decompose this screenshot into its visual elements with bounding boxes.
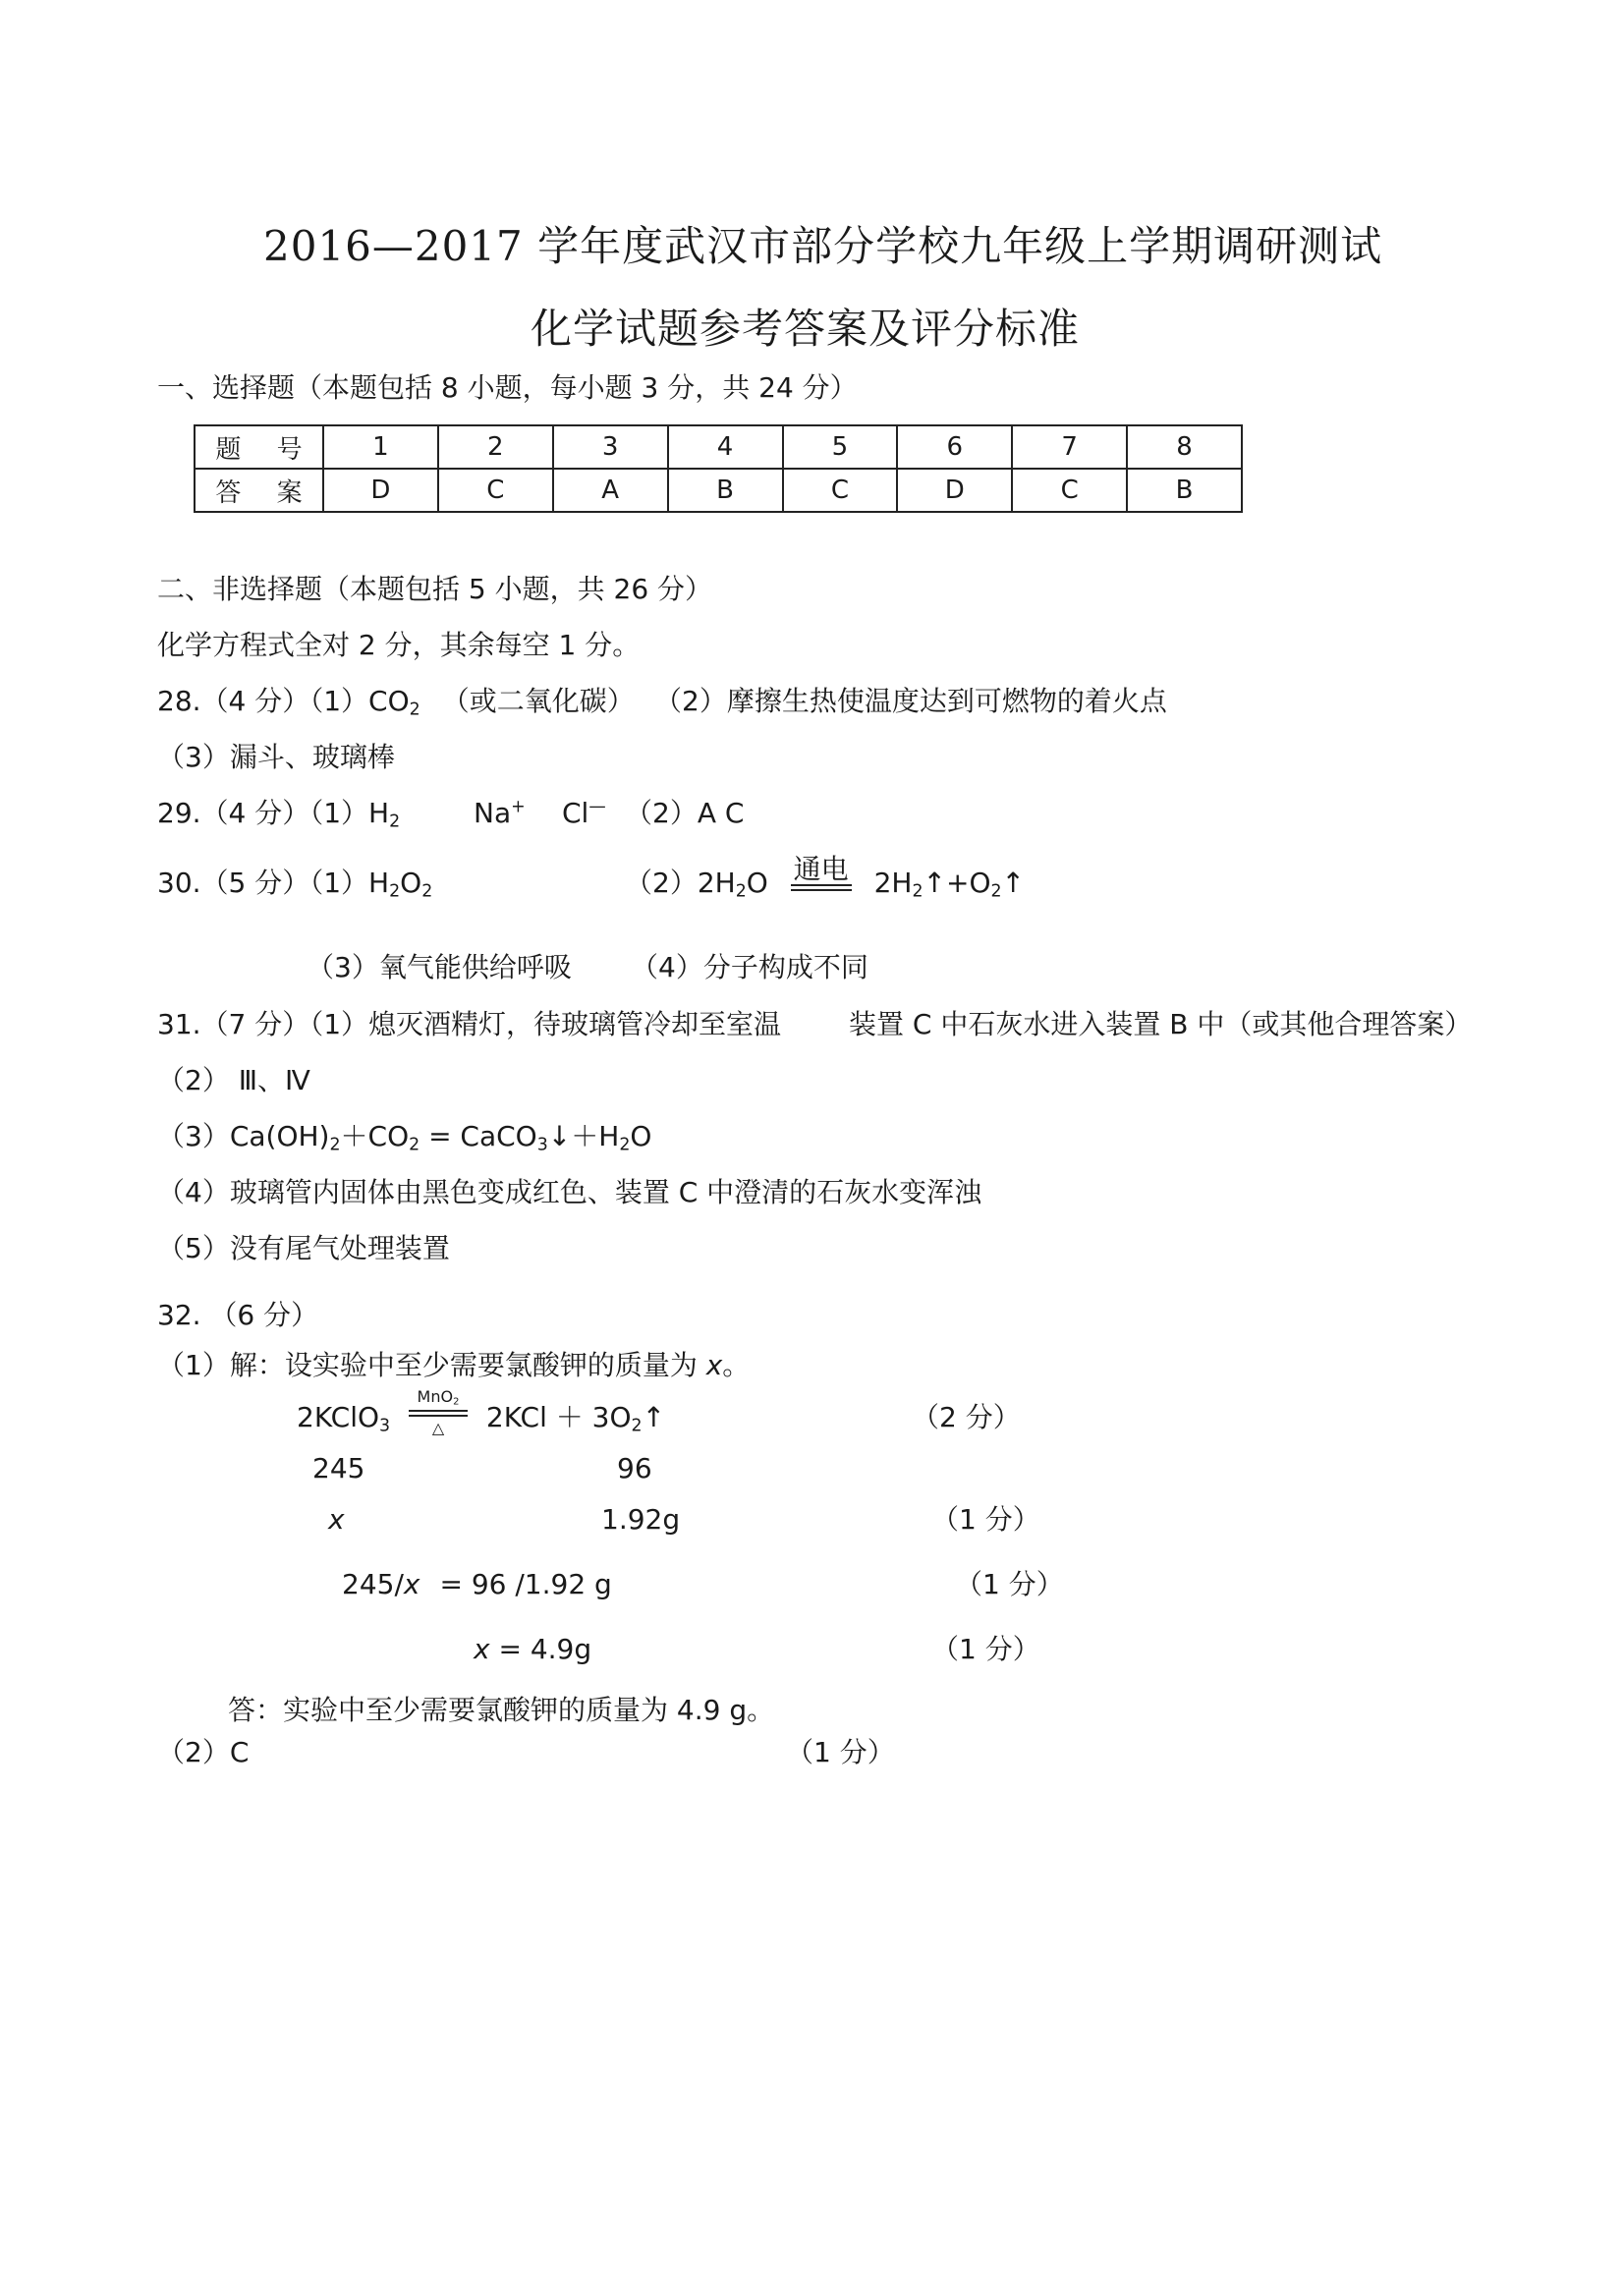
table-cell: 5 <box>783 425 898 469</box>
row-label-number: 题 号 <box>195 425 323 469</box>
heat-symbol: △ <box>431 1419 445 1437</box>
q32-part2: （2）C <box>157 1736 250 1768</box>
table-cell: A <box>553 469 668 512</box>
catalyst-condition: MnO$_2$ △ <box>409 1410 468 1417</box>
table-row-numbers <box>195 425 1242 469</box>
q30-equation: $(2)2H_2O$ 通电 $2H_2↑+O_2↑$ <box>625 853 1025 902</box>
table-cell: D <box>897 469 1012 512</box>
title-line-1: 2016—2017 学年度武汉市部分学校九年级上学期调研测试 <box>263 222 1383 270</box>
table-cell: B <box>668 469 783 512</box>
q29-part2: （2）A C <box>625 797 745 829</box>
table-row-answers <box>195 469 1242 512</box>
q32-score-equation: （2 分） <box>912 1401 1021 1433</box>
electrolysis-condition: 通电 <box>791 856 852 891</box>
q32-solve: （1）解：设实验中至少需要氯酸钾的质量为 x。 <box>157 1349 751 1381</box>
q31-part4: （4）玻璃管内固体由黑色变成红色、装置 C 中澄清的石灰水变浑浊 <box>157 1176 982 1208</box>
q28-part2: （2）摩擦生热使温度达到可燃物的着火点 <box>654 685 1167 717</box>
q32-molar-mass-kclo3: 245 <box>312 1452 365 1484</box>
q32-score-4: （1 分） <box>786 1736 895 1768</box>
answer-table <box>194 424 1243 513</box>
q29-part1: 29.（4 分）$(1)H_2$ <box>157 797 401 832</box>
table-cell: 2 <box>438 425 553 469</box>
q32-score-1: （1 分） <box>931 1503 1040 1536</box>
table-cell: 1 <box>323 425 438 469</box>
q31-part2: （2） Ⅲ、Ⅳ <box>157 1064 310 1096</box>
q32-unknown-x: x <box>328 1503 345 1536</box>
table-cell: C <box>783 469 898 512</box>
q31-part5: （5）没有尾气处理装置 <box>157 1232 450 1264</box>
q32-score-3: （1 分） <box>931 1633 1040 1665</box>
table-cell: D <box>323 469 438 512</box>
table-cell: 8 <box>1127 425 1242 469</box>
q32-molar-mass-o2: 96 <box>617 1452 652 1484</box>
equals-sign <box>409 1410 468 1417</box>
q28-part1: 28.（4 分）$(1)CO_2$ （或二氧化碳） <box>157 685 635 720</box>
table-cell: 4 <box>668 425 783 469</box>
table-cell: 6 <box>897 425 1012 469</box>
q28-part3: （3）漏斗、玻璃棒 <box>157 741 395 773</box>
q31-part3: $(3)Ca(OH)_2+CO_2$ = $CaCO_3↓+H_2O$ <box>157 1120 652 1155</box>
row-label-answer: 答 案 <box>195 469 323 512</box>
table-cell: 7 <box>1012 425 1127 469</box>
q32-result: x = 4.9g <box>474 1633 592 1665</box>
table-cell: C <box>438 469 553 512</box>
q31-part1: 31.（7 分）（1）熄灭酒精灯，待玻璃管冷却至室温 <box>157 1008 782 1040</box>
q31-part1b: 装置 C 中石灰水进入装置 B 中（或其他合理答案） <box>849 1008 1473 1040</box>
section2-heading: 二、非选择题（本题包括 5 小题，共 26 分） <box>157 573 713 605</box>
table-cell: B <box>1127 469 1242 512</box>
q29-sodium-ion: Na+ <box>474 797 526 829</box>
q32-equation: 2KClO$_3$ MnO$_2$ △ $2KCl + 3O_2↑$ <box>297 1387 666 1437</box>
q32-proportion: 245/x = 96 /1.92 g <box>342 1568 612 1600</box>
q32-score-2: （1 分） <box>955 1568 1064 1600</box>
q29-chloride-ion: Cl— <box>562 797 606 829</box>
section2-note: 化学方程式全对 2 分，其余每空 1 分。 <box>157 629 641 661</box>
section1-heading: 一、选择题（本题包括 8 小题，每小题 3 分，共 24 分） <box>157 371 858 404</box>
q32-oxygen-mass: 1.92g <box>601 1503 681 1536</box>
q32-heading: 32. （6 分） <box>157 1299 319 1331</box>
q30-part1: 30.（5 分）$(1)H_2O_2$ <box>157 867 433 902</box>
table-cell: C <box>1012 469 1127 512</box>
equals-sign <box>791 884 852 891</box>
table-cell: 3 <box>553 425 668 469</box>
q30-part3: （3）氧气能供给呼吸 <box>307 951 572 983</box>
title-line-2: 化学试题参考答案及评分标准 <box>531 305 1081 353</box>
q32-answer: 答：实验中至少需要氯酸钾的质量为 4.9 g。 <box>228 1694 775 1726</box>
q30-part4: （4）分子构成不同 <box>631 951 868 983</box>
